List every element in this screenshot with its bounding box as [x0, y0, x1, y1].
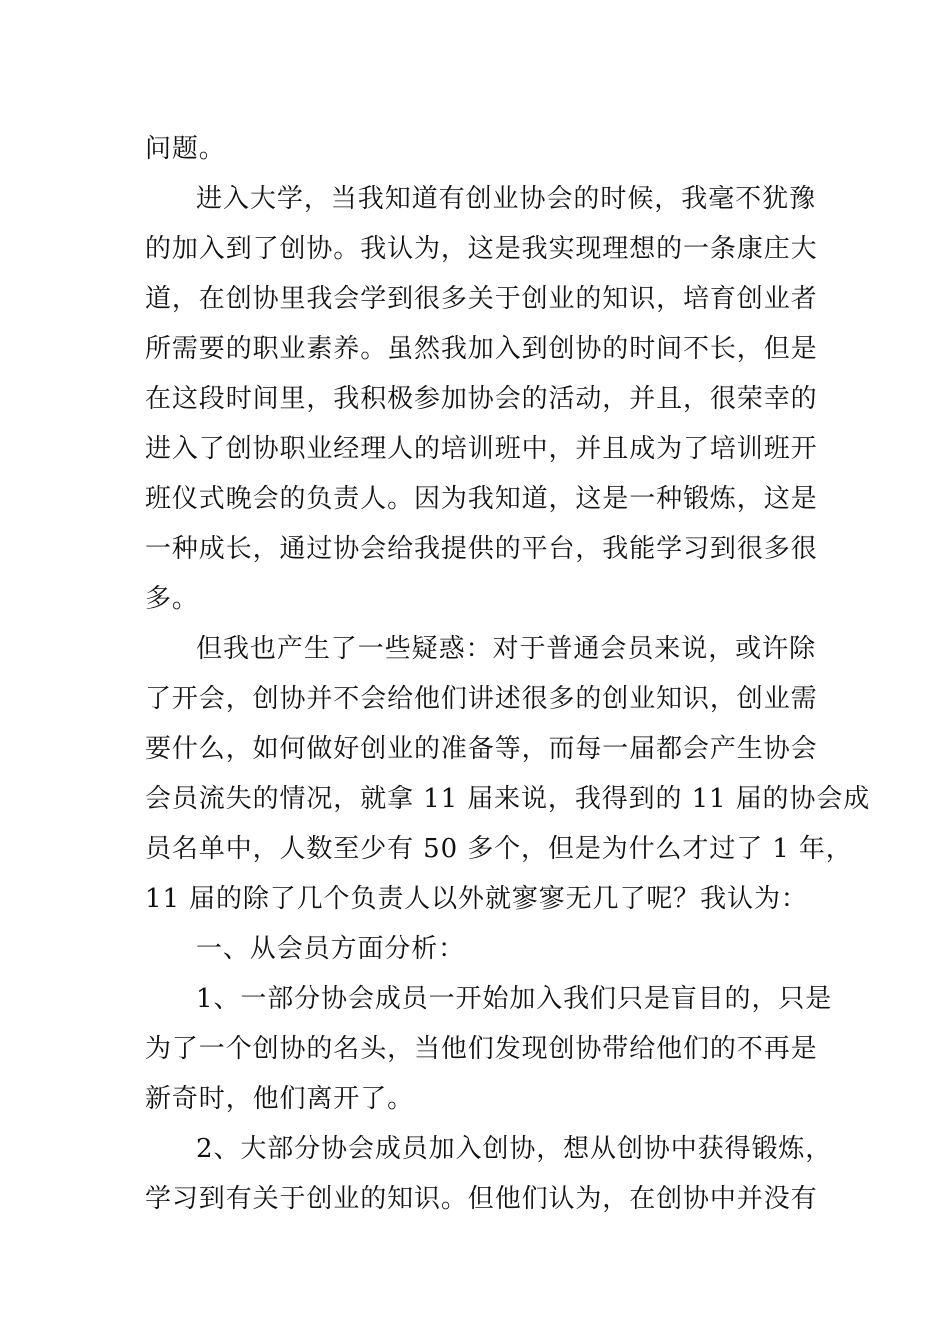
text-line: 所需要的职业素养。虽然我加入到创协的时间不长，但是 — [145, 334, 818, 364]
list-item-first-line: 2、大部分协会成员加入创协，想从创协中获得锻炼， — [196, 1134, 833, 1164]
text-line: 员名单中，人数至少有 50 多个，但是为什么才过了 1 年， — [145, 834, 853, 864]
text-line: 11 届的除了几个负责人以外就寥寥无几了呢？我认为： — [145, 884, 808, 914]
text-line: 为了一个创协的名头，当他们发现创协带给他们的不再是 — [145, 1034, 818, 1064]
text-line: 多。 — [145, 584, 199, 614]
text-line: 道，在创协里我会学到很多关于创业的知识，培育创业者 — [145, 284, 818, 314]
text-line: 了开会，创协并不会给他们讲述很多的创业知识，创业需 — [145, 684, 818, 714]
text-line: 进入了创协职业经理人的培训班中，并且成为了培训班开 — [145, 434, 818, 464]
text-line: 会员流失的情况，就拿 11 届来说，我得到的 11 届的协会成 — [145, 784, 871, 814]
text-line: 学习到有关于创业的知识。但他们认为，在创协中并没有 — [145, 1184, 818, 1214]
paragraph-first-line: 但我也产生了一些疑惑：对于普通会员来说，或许除 — [196, 634, 816, 664]
text-line: 新奇时，他们离开了。 — [145, 1084, 415, 1114]
list-item-first-line: 1、一部分协会成员一开始加入我们只是盲目的，只是 — [196, 984, 833, 1014]
text-line: 在这段时间里，我积极参加协会的活动，并且，很荣幸的 — [145, 384, 818, 414]
text-line: 的加入到了创协。我认为，这是我实现理想的一条康庄大 — [145, 234, 818, 264]
text-line: 要什么，如何做好创业的准备等，而每一届都会产生协会 — [145, 734, 818, 764]
text-line: 问题。 — [145, 134, 226, 164]
section-heading: 一、从会员方面分析： — [196, 934, 466, 964]
text-line: 班仪式晚会的负责人。因为我知道，这是一种锻炼，这是 — [145, 484, 818, 514]
paragraph-first-line: 进入大学，当我知道有创业协会的时候，我毫不犹豫 — [196, 184, 816, 214]
text-line: 一种成长，通过协会给我提供的平台，我能学习到很多很 — [145, 534, 818, 564]
